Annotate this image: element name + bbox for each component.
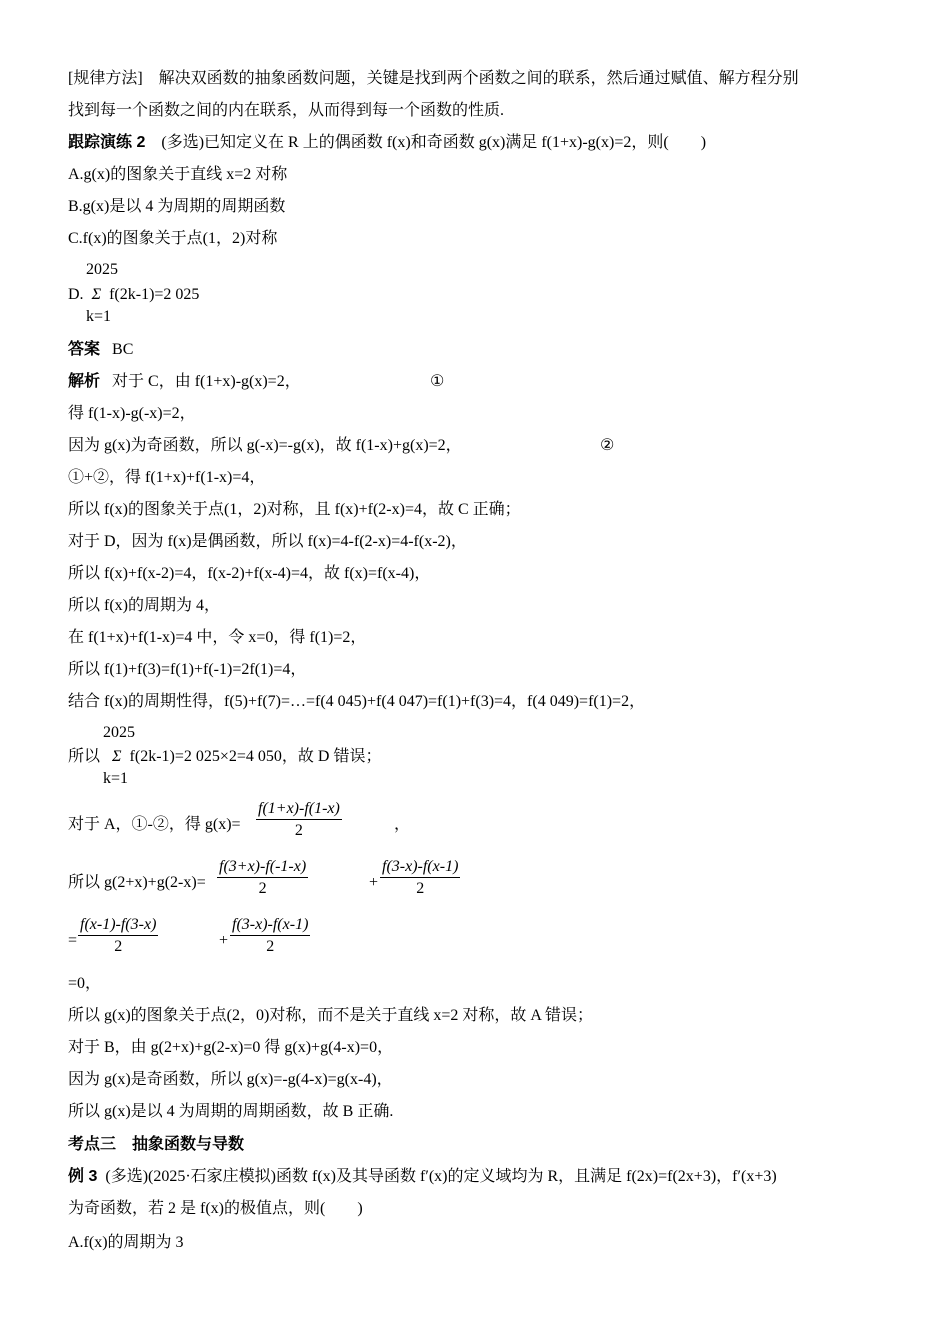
fraction-denominator: 2 [266, 938, 275, 955]
fraction-15-b [230, 916, 310, 956]
option-b: B.g(x)是以 4 为周期的周期函数 [68, 198, 286, 215]
analysis-line-13-prefix: 对于 A，①-②，得 g(x)= [68, 816, 241, 833]
sum-sigma: Σ [112, 748, 122, 765]
equation-marker-1: ① [430, 373, 445, 390]
analysis-line-18: 对于 B，由 g(2+x)+g(2-x)=0 得 g(x)+g(4-x)=0， [68, 1039, 394, 1056]
analysis-line-16: =0， [68, 975, 102, 992]
analysis-line-12 [68, 746, 381, 768]
analysis-line-8: 所以 f(x)的周期为 4， [68, 597, 220, 614]
analysis-line-10: 所以 f(1)+f(3)=f(1)+f(-1)=2f(1)=4， [68, 661, 307, 678]
fraction-numerator: f(x-1)-f(3-x) [78, 916, 158, 936]
option-d-line [68, 284, 199, 306]
method-tip-line-2: 找到每一个函数之间的内在联系，从而得到每一个函数的性质. [68, 102, 505, 119]
equation-marker-2: ② [600, 437, 615, 454]
answer-line [68, 339, 133, 361]
answer-label: 答案 [68, 341, 101, 358]
practice-label: 跟踪演练 2 [68, 134, 146, 151]
example-3-line-2: 为奇函数，若 2 是 f(x)的极值点，则( ) [68, 1200, 363, 1217]
fraction-numerator: f(3+x)-f(-1-x) [217, 858, 308, 878]
analysis-line-4: ①+②，得 f(1+x)+f(1-x)=4， [68, 469, 266, 486]
practice-stem-line [68, 132, 706, 154]
option-d-label: D. [68, 286, 84, 303]
analysis-line-2: 得 f(1-x)-g(-x)=2， [68, 405, 196, 422]
practice-stem: (多选)已知定义在 R 上的偶函数 f(x)和奇函数 g(x)满足 f(1+x)-g(x)=2，则( ) [161, 134, 707, 151]
fraction-15-a [78, 916, 158, 956]
option-d-sigma: Σ [91, 286, 102, 303]
analysis-line-1 [68, 371, 301, 393]
plus-sign: + [219, 932, 229, 949]
analysis-line-7: 所以 f(x)+f(x-2)=4，f(x-2)+f(x-4)=4，故 f(x)=f(x-4)， [68, 565, 431, 582]
sum-prefix: 所以 [68, 748, 101, 765]
example-3-line-1 [68, 1166, 777, 1188]
answer-value: BC [112, 341, 134, 358]
example-3-text-1: (多选)(2025·石家庄模拟)函数 f(x)及其导函数 f′(x)的定义域均为 R，且满足 f(2x)=f(2x+3)，f′(x+3) [105, 1168, 777, 1185]
section-title: 考点三 抽象函数与导数 [68, 1136, 245, 1153]
example-3-option-a: A.f(x)的周期为 3 [68, 1234, 184, 1251]
plus-sign: + [369, 874, 379, 891]
sum-expr: f(2k-1)=2 025×2=4 050，故 D 错误； [129, 748, 382, 765]
analysis-line-15-prefix: = [68, 932, 78, 949]
analysis-text-1: 对于 C，由 f(1+x)-g(x)=2， [112, 373, 301, 390]
fraction-denominator: 2 [294, 822, 303, 839]
fraction-denominator: 2 [416, 880, 425, 897]
analysis-line-19: 因为 g(x)是奇函数，所以 g(x)=-g(4-x)=g(x-4)， [68, 1071, 393, 1088]
analysis-line-9: 在 f(1+x)+f(1-x)=4 中，令 x=0，得 f(1)=2， [68, 629, 367, 646]
fraction-14-b [380, 858, 460, 898]
fraction-numerator: f(3-x)-f(x-1) [380, 858, 460, 878]
sum-upper-limit: 2025 [103, 724, 135, 741]
fraction-numerator: f(1+x)-f(1-x) [256, 800, 342, 820]
analysis-line-5: 所以 f(x)的图象关于点(1，2)对称，且 f(x)+f(2-x)=4，故 C 正确； [68, 501, 521, 518]
analysis-label: 解析 [68, 373, 101, 390]
analysis-line-17: 所以 g(x)的图象关于点(2，0)对称，而不是关于直线 x=2 对称，故 A 错误； [68, 1007, 594, 1024]
option-a: A.g(x)的图象关于直线 x=2 对称 [68, 166, 288, 183]
fraction-g-x [256, 800, 342, 840]
analysis-line-6: 对于 D，因为 f(x)是偶函数，所以 f(x)=4-f(2-x)=4-f(x-2)， [68, 533, 467, 550]
example-3-label: 例 3 [68, 1168, 98, 1185]
analysis-line-13-suffix: ， [394, 816, 411, 833]
option-c: C.f(x)的图象关于点(1，2)对称 [68, 230, 278, 247]
option-d-upper-limit: 2025 [86, 261, 118, 278]
option-d-expr: f(2k-1)=2 025 [109, 286, 200, 303]
analysis-line-14-prefix: 所以 g(2+x)+g(2-x)= [68, 874, 206, 891]
fraction-denominator: 2 [114, 938, 123, 955]
fraction-denominator: 2 [258, 880, 267, 897]
analysis-line-3: 因为 g(x)为奇函数，所以 g(-x)=-g(x)，故 f(1-x)+g(x)=2， [68, 437, 462, 454]
analysis-line-11: 结合 f(x)的周期性得，f(5)+f(7)=…=f(4 045)+f(4 047)=f(1)+f(3)=4，f(4 049)=f(1)=2， [68, 693, 646, 710]
analysis-line-20: 所以 g(x)是以 4 为周期的周期函数，故 B 正确. [68, 1103, 394, 1120]
fraction-numerator: f(3-x)-f(x-1) [230, 916, 310, 936]
sum-lower-limit: k=1 [103, 770, 129, 787]
fraction-14-a [217, 858, 308, 898]
method-tip-line-1: [规律方法] 解决双函数的抽象函数问题，关键是找到两个函数之间的联系，然后通过赋值、解方程分别 [68, 70, 799, 87]
option-d-lower-limit: k=1 [86, 308, 112, 325]
